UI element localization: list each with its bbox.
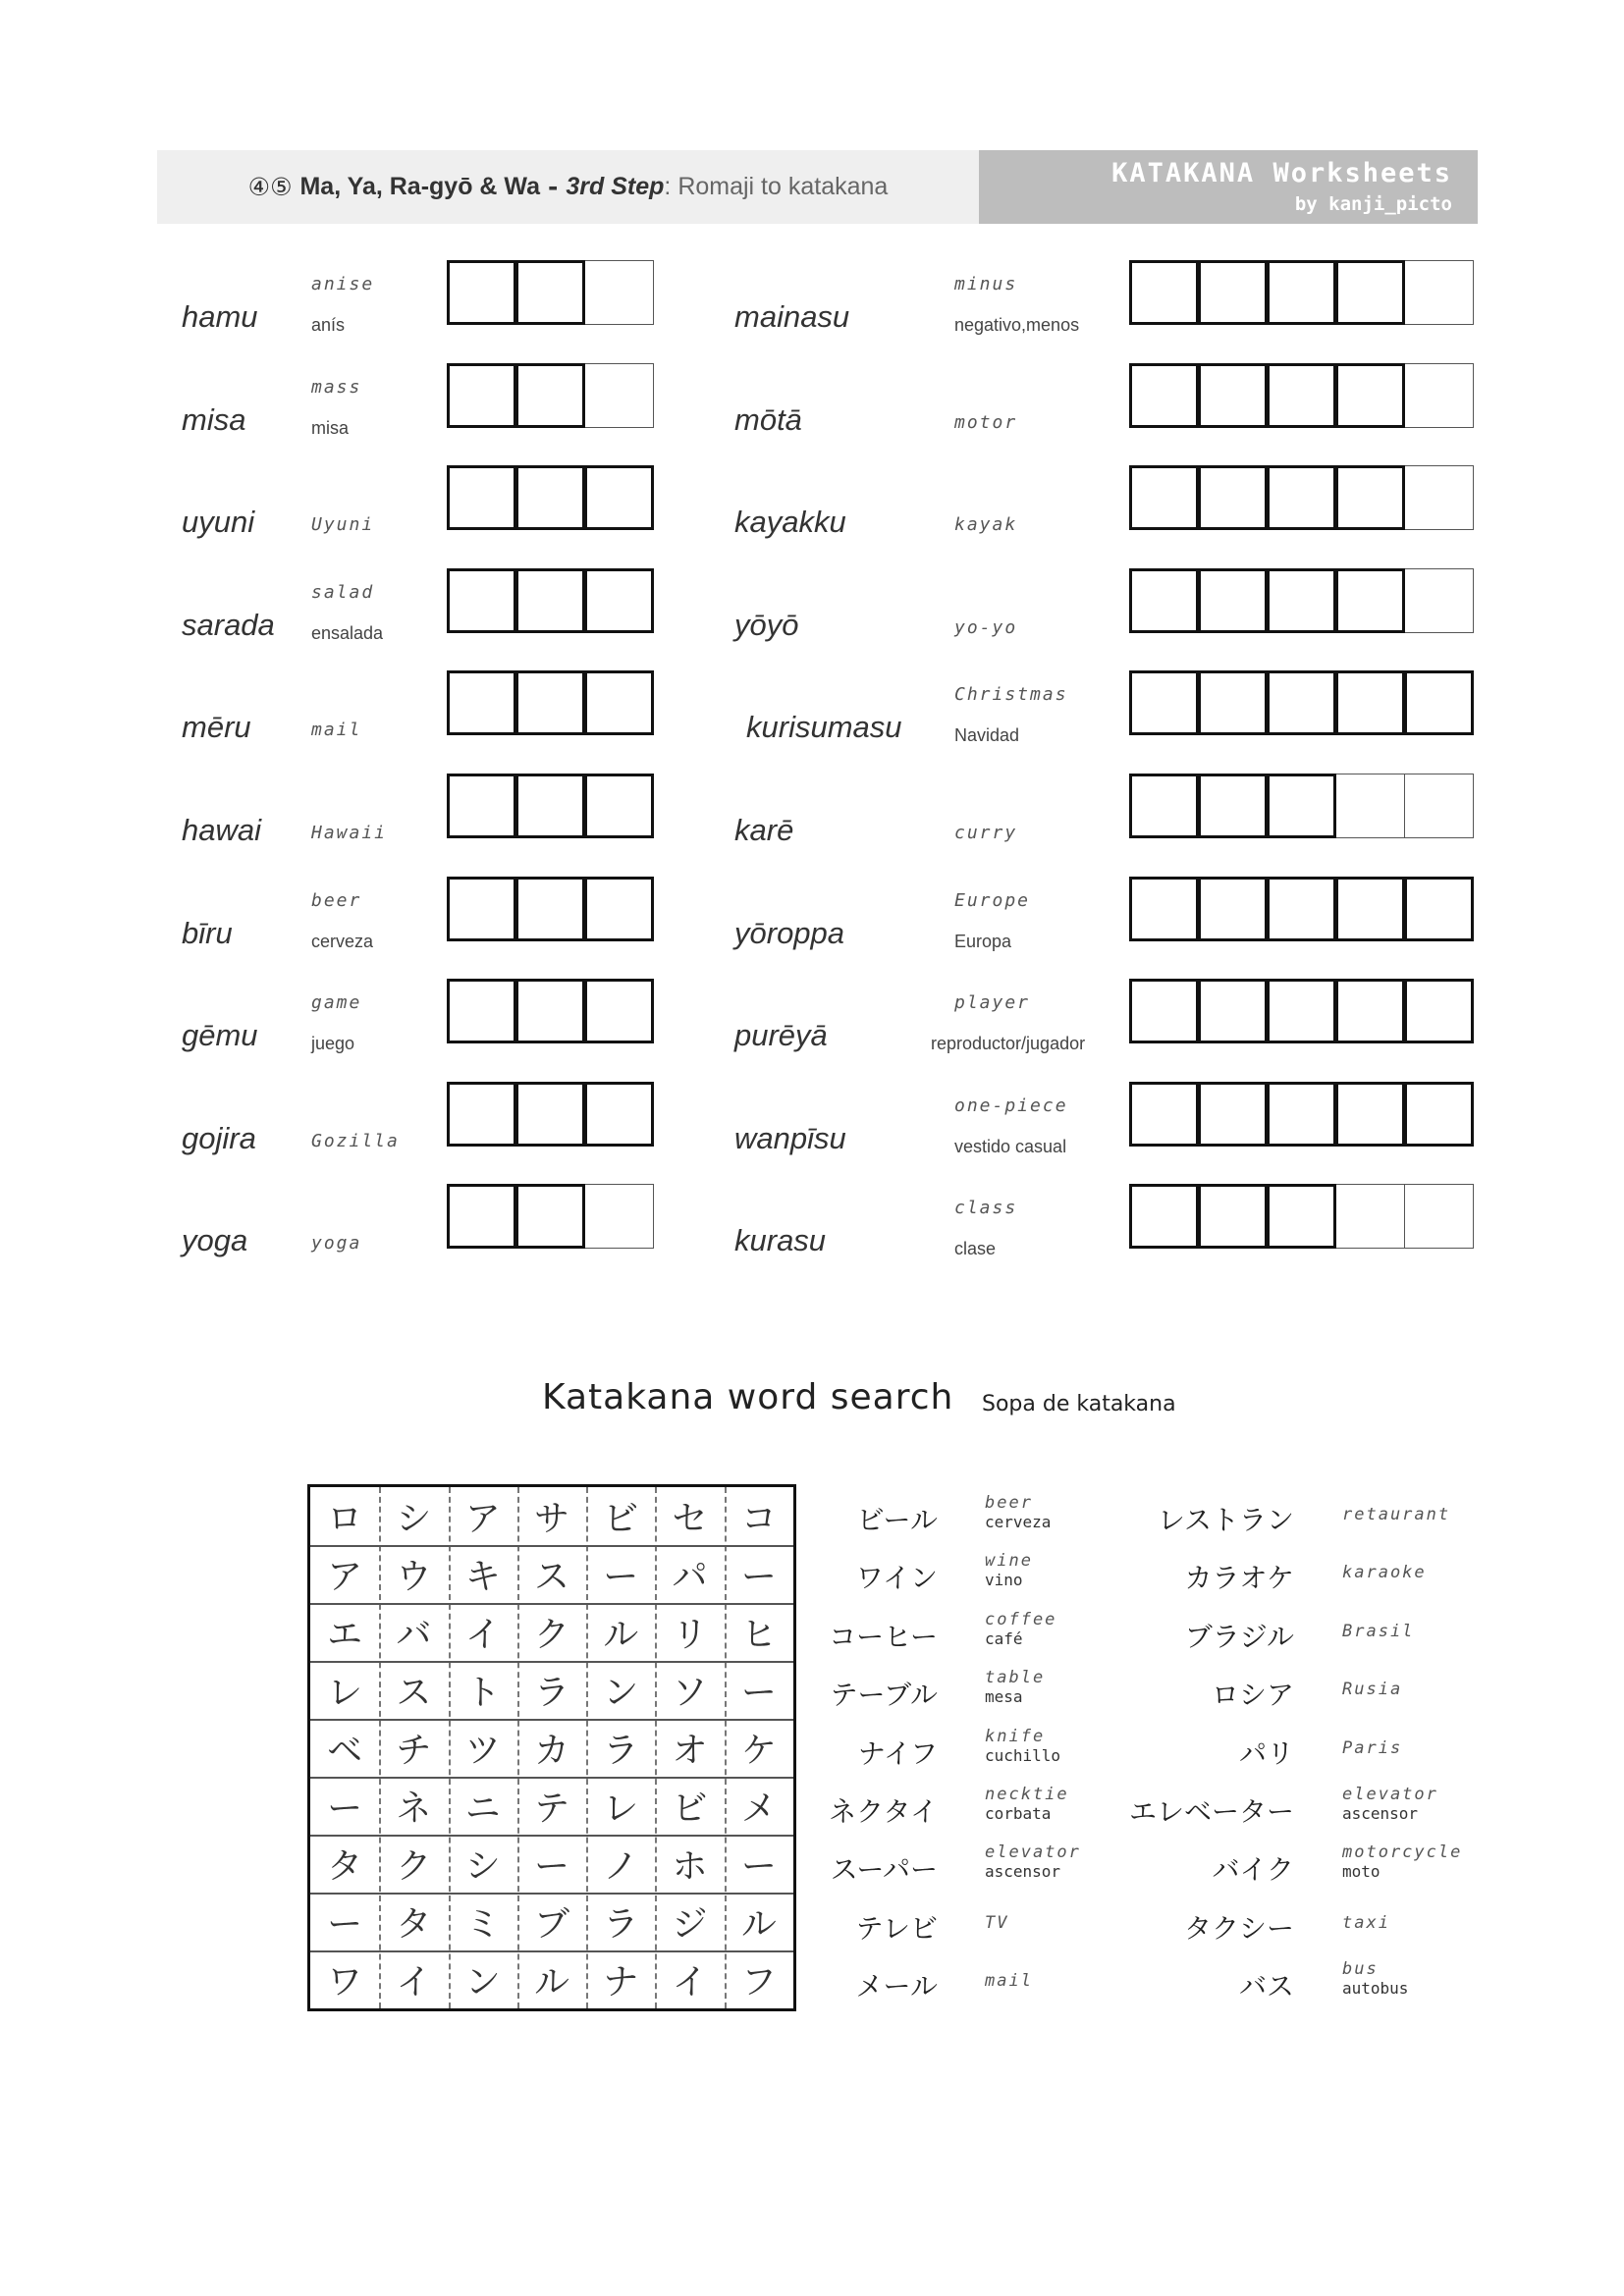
romaji-word: sarada: [182, 607, 275, 642]
answer-box[interactable]: [1335, 670, 1405, 735]
katakana-answer-boxes: [1129, 1082, 1474, 1147]
katakana-answer-boxes: [447, 1082, 654, 1147]
english-meaning: elevator: [985, 1842, 1081, 1863]
grid-letter[interactable]: イ: [672, 1962, 708, 2002]
word-search-subtitle: Sopa de katakana: [982, 1392, 1176, 1416]
answer-box[interactable]: [1404, 877, 1474, 941]
answer-box[interactable]: [1335, 877, 1405, 941]
english-meaning: kayak: [954, 514, 1018, 536]
answer-box[interactable]: [1267, 465, 1336, 530]
katakana-word: ロシア: [1211, 1679, 1294, 1712]
brand-title: KATAKANA Worksheets: [1111, 158, 1452, 188]
answer-box[interactable]: [447, 774, 516, 838]
grid-letter[interactable]: ブ: [533, 1904, 569, 1945]
spanish-meaning: cerveza: [311, 931, 374, 951]
english-meaning: class: [954, 1198, 1018, 1219]
answer-box[interactable]: [584, 979, 654, 1043]
answer-box[interactable]: [1267, 363, 1336, 428]
katakana-word: ブラジル: [1184, 1620, 1294, 1653]
english-meaning: Brasil: [1342, 1621, 1415, 1641]
grid-letter[interactable]: テ: [533, 1789, 569, 1829]
grid-letter[interactable]: ラ: [603, 1731, 639, 1771]
answer-box[interactable]: [1198, 1184, 1268, 1249]
spanish-meaning: mesa: [985, 1687, 1023, 1707]
grid-letter[interactable]: ア: [327, 1557, 363, 1597]
grid-letter[interactable]: ラ: [533, 1673, 569, 1713]
grid-letter[interactable]: ル: [533, 1962, 569, 2002]
grid-letter[interactable]: ワ: [327, 1962, 363, 2002]
grid-letter[interactable]: ソ: [672, 1673, 708, 1713]
english-meaning: Uyuni: [311, 514, 375, 536]
answer-box[interactable]: [1129, 363, 1199, 428]
grid-letter[interactable]: ー: [327, 1789, 363, 1829]
english-meaning: curry: [954, 823, 1018, 843]
romaji-word: yoga: [182, 1223, 248, 1258]
answer-box[interactable]: [515, 1184, 585, 1249]
grid-letter[interactable]: タ: [327, 1846, 363, 1887]
answer-box[interactable]: [584, 363, 654, 428]
english-meaning: motorcycle: [1342, 1842, 1463, 1863]
answer-box[interactable]: [515, 1082, 585, 1147]
answer-box[interactable]: [1129, 465, 1199, 530]
katakana-answer-boxes: [447, 465, 654, 530]
romaji-word: karē: [734, 813, 794, 847]
grid-letter[interactable]: ネ: [396, 1789, 432, 1829]
romaji-word: hawai: [182, 813, 261, 847]
answer-box[interactable]: [1404, 363, 1474, 428]
grid-letter[interactable]: ジ: [672, 1904, 708, 1945]
answer-box[interactable]: [515, 363, 585, 428]
romaji-word: misa: [182, 401, 246, 437]
english-meaning: knife: [985, 1726, 1046, 1746]
spanish-meaning: misa: [311, 417, 350, 438]
spanish-meaning: corbata: [985, 1804, 1052, 1823]
answer-box[interactable]: [515, 465, 585, 530]
english-meaning: coffee: [985, 1609, 1057, 1629]
katakana-word: バイク: [1212, 1853, 1294, 1887]
spanish-meaning: negativo,menos: [954, 315, 1080, 335]
katakana-answer-boxes: [1129, 568, 1474, 633]
grid-column-divider: [379, 1487, 381, 2008]
answer-box[interactable]: [447, 1082, 516, 1147]
grid-letter[interactable]: イ: [464, 1615, 501, 1655]
romaji-word: mōtā: [734, 401, 802, 437]
answer-box[interactable]: [1198, 568, 1268, 633]
grid-letter[interactable]: ク: [396, 1846, 432, 1887]
katakana-answer-boxes: [447, 363, 654, 428]
grid-letter[interactable]: ル: [740, 1904, 777, 1945]
katakana-word: テレビ: [855, 1911, 938, 1945]
answer-box[interactable]: [1198, 363, 1268, 428]
grid-letter[interactable]: ル: [603, 1615, 639, 1655]
grid-letter[interactable]: ロ: [327, 1499, 363, 1539]
katakana-word: メール: [855, 1970, 938, 2003]
brand-author: by kanji_picto: [1294, 193, 1452, 215]
answer-box[interactable]: [584, 568, 654, 633]
answer-box[interactable]: [1404, 670, 1474, 735]
grid-letter[interactable]: パ: [672, 1557, 708, 1597]
answer-box[interactable]: [584, 465, 654, 530]
answer-box[interactable]: [1129, 979, 1199, 1043]
grid-row-divider: [310, 1835, 793, 1837]
worksheet-header: [157, 150, 1478, 224]
english-meaning: mass: [311, 376, 362, 398]
brand-bar: [979, 150, 1478, 224]
header-dash: -: [548, 173, 559, 201]
grid-row-divider: [310, 1661, 793, 1663]
katakana-answer-boxes: [1129, 877, 1474, 941]
answer-box[interactable]: [584, 774, 654, 838]
english-meaning: player: [954, 992, 1031, 1014]
grid-letter[interactable]: セ: [672, 1499, 708, 1539]
romaji-word: bīru: [182, 915, 233, 950]
answer-box[interactable]: [515, 260, 585, 325]
romaji-word: purēyā: [734, 1018, 828, 1053]
grid-letter[interactable]: ア: [464, 1499, 501, 1539]
grid-letter[interactable]: ベ: [327, 1731, 363, 1771]
romaji-word: uyuni: [182, 505, 255, 540]
answer-box[interactable]: [1129, 774, 1199, 838]
header-title: Ma, Ya, Ra-gyō & Wa: [299, 173, 540, 200]
katakana-answer-boxes: [447, 260, 654, 325]
english-meaning: karaoke: [1342, 1563, 1427, 1583]
grid-letter[interactable]: ビ: [672, 1789, 708, 1829]
answer-box[interactable]: [1335, 1184, 1405, 1249]
grid-letter[interactable]: シ: [464, 1846, 501, 1887]
grid-row-divider: [310, 1777, 793, 1779]
romaji-word: kurisumasu: [746, 710, 902, 745]
grid-column-divider: [449, 1487, 451, 2008]
answer-box[interactable]: [1267, 260, 1336, 325]
grid-letter[interactable]: シ: [396, 1499, 432, 1539]
katakana-word: テーブル: [830, 1679, 938, 1712]
grid-letter[interactable]: レ: [327, 1673, 363, 1713]
grid-row-divider: [310, 1603, 793, 1605]
english-meaning: beer: [311, 889, 362, 911]
grid-letter[interactable]: ン: [603, 1673, 639, 1713]
answer-box[interactable]: [447, 465, 516, 530]
answer-box[interactable]: [1198, 774, 1268, 838]
grid-letter[interactable]: サ: [533, 1499, 569, 1539]
katakana-word: タクシー: [1183, 1911, 1294, 1945]
header-subtitle: : Romaji to katakana: [664, 173, 889, 200]
romaji-word: mainasu: [734, 299, 850, 334]
answer-box[interactable]: [1335, 979, 1405, 1043]
katakana-word: パリ: [1238, 1736, 1294, 1770]
grid-row-divider: [310, 1719, 793, 1721]
grid-row-divider: [310, 1545, 793, 1547]
grid-letter[interactable]: エ: [327, 1615, 363, 1655]
grid-letter[interactable]: チ: [396, 1731, 432, 1771]
answer-box[interactable]: [1267, 774, 1336, 838]
katakana-word: ビール: [856, 1504, 938, 1536]
spanish-meaning: vino: [985, 1571, 1023, 1590]
spanish-meaning: cerveza: [985, 1513, 1052, 1531]
spanish-meaning: café: [985, 1629, 1023, 1648]
answer-box[interactable]: [1267, 877, 1336, 941]
grid-letter[interactable]: ク: [533, 1615, 569, 1655]
english-meaning: game: [311, 992, 362, 1014]
header-title-bar: [157, 150, 979, 224]
grid-letter[interactable]: ホ: [672, 1846, 708, 1887]
english-meaning: mail: [311, 720, 362, 741]
grid-letter[interactable]: ミ: [464, 1904, 501, 1945]
spanish-meaning: Navidad: [954, 725, 1020, 746]
grid-letter[interactable]: バ: [396, 1615, 432, 1655]
katakana-answer-boxes: [1129, 774, 1474, 838]
grid-letter[interactable]: ヒ: [740, 1615, 777, 1655]
english-meaning: wine: [985, 1551, 1033, 1572]
katakana-answer-boxes: [1129, 1184, 1474, 1249]
answer-box[interactable]: [1335, 774, 1405, 838]
grid-column-divider: [586, 1487, 588, 2008]
grid-column-divider: [517, 1487, 519, 2008]
grid-letter[interactable]: イ: [396, 1962, 432, 2002]
answer-box[interactable]: [1404, 774, 1474, 838]
katakana-word: レストラン: [1157, 1504, 1294, 1536]
katakana-word: カラオケ: [1184, 1562, 1294, 1595]
answer-box[interactable]: [1129, 877, 1199, 941]
answer-box[interactable]: [1404, 1082, 1474, 1147]
katakana-word: エレベーター: [1128, 1795, 1294, 1828]
header-step: 3rd Step: [566, 173, 665, 200]
answer-box[interactable]: [515, 568, 585, 633]
katakana-word: コーヒー: [829, 1620, 938, 1653]
english-meaning: Rusia: [1342, 1680, 1403, 1700]
answer-box[interactable]: [447, 1184, 516, 1249]
answer-box[interactable]: [1129, 568, 1199, 633]
spanish-meaning: juego: [311, 1034, 355, 1054]
grid-letter[interactable]: タ: [396, 1904, 432, 1945]
group-numbers: ④⑤: [247, 173, 293, 201]
romaji-word: gojira: [182, 1120, 256, 1155]
answer-box[interactable]: [1404, 465, 1474, 530]
grid-letter[interactable]: ツ: [464, 1731, 501, 1771]
grid-column-divider: [655, 1487, 657, 2008]
answer-box[interactable]: [584, 877, 654, 941]
answer-box[interactable]: [1267, 1184, 1336, 1249]
grid-row-divider: [310, 1893, 793, 1895]
grid-letter[interactable]: メ: [740, 1789, 777, 1829]
romaji-word: gēmu: [182, 1018, 258, 1053]
katakana-answer-boxes: [447, 979, 654, 1043]
katakana-word: ワイン: [855, 1562, 938, 1595]
answer-box[interactable]: [1129, 1184, 1199, 1249]
grid-letter[interactable]: ー: [327, 1904, 363, 1945]
english-meaning: minus: [954, 274, 1018, 294]
grid-letter[interactable]: リ: [672, 1615, 708, 1655]
romaji-word: wanpīsu: [734, 1120, 846, 1155]
spanish-meaning: vestido casual: [954, 1136, 1067, 1156]
grid-letter[interactable]: ウ: [396, 1557, 432, 1597]
answer-box[interactable]: [584, 1184, 654, 1249]
english-meaning: yoga: [311, 1233, 362, 1255]
grid-letter[interactable]: ラ: [603, 1904, 639, 1945]
grid-letter[interactable]: ン: [464, 1962, 501, 2002]
grid-letter[interactable]: ニ: [464, 1789, 501, 1829]
romaji-word: kurasu: [734, 1223, 827, 1258]
answer-box[interactable]: [1335, 363, 1405, 428]
answer-box[interactable]: [515, 774, 585, 838]
answer-box[interactable]: [584, 1082, 654, 1147]
english-meaning: Christmas: [954, 684, 1068, 706]
katakana-answer-boxes: [1129, 363, 1474, 428]
spanish-meaning: autobus: [1342, 1979, 1409, 1999]
katakana-answer-boxes: [1129, 670, 1474, 735]
grid-letter[interactable]: ト: [464, 1673, 501, 1713]
grid-letter[interactable]: ー: [740, 1557, 777, 1597]
answer-box[interactable]: [1198, 979, 1268, 1043]
grid-letter[interactable]: レ: [603, 1789, 639, 1829]
english-meaning: bus: [1342, 1959, 1379, 1980]
english-meaning: salad: [311, 581, 375, 603]
grid-letter[interactable]: ス: [533, 1557, 569, 1597]
spanish-meaning: anís: [311, 315, 346, 335]
answer-box[interactable]: [1267, 670, 1336, 735]
katakana-answer-boxes: [1129, 979, 1474, 1043]
spanish-meaning: clase: [954, 1239, 997, 1259]
grid-letter[interactable]: コ: [740, 1499, 777, 1539]
romaji-word: kayakku: [734, 505, 846, 540]
katakana-answer-boxes: [1129, 260, 1474, 325]
grid-letter[interactable]: ー: [533, 1846, 569, 1887]
answer-box[interactable]: [1198, 260, 1268, 325]
spanish-meaning: reproductor/jugador: [931, 1034, 1086, 1054]
english-meaning: TV: [985, 1912, 1009, 1933]
grid-letter[interactable]: カ: [533, 1731, 569, 1771]
katakana-answer-boxes: [1129, 465, 1474, 530]
answer-box[interactable]: [1129, 1082, 1199, 1147]
grid-letter[interactable]: キ: [464, 1557, 501, 1597]
answer-box[interactable]: [515, 877, 585, 941]
romaji-word: hamu: [182, 299, 258, 334]
answer-box[interactable]: [1404, 979, 1474, 1043]
english-meaning: yo-yo: [954, 616, 1018, 638]
grid-letter[interactable]: オ: [672, 1731, 708, 1771]
grid-letter[interactable]: ノ: [603, 1846, 639, 1887]
katakana-answer-boxes: [447, 670, 654, 735]
katakana-word: ナイフ: [857, 1736, 938, 1770]
answer-box[interactable]: [1267, 568, 1336, 633]
grid-letter[interactable]: ナ: [603, 1962, 639, 2002]
answer-box[interactable]: [1129, 670, 1199, 735]
english-meaning: one-piece: [954, 1095, 1068, 1116]
english-meaning: motor: [954, 411, 1018, 433]
katakana-answer-boxes: [447, 568, 654, 633]
english-meaning: Hawaii: [311, 823, 388, 843]
answer-box[interactable]: [447, 363, 516, 428]
grid-letter[interactable]: ー: [740, 1846, 777, 1887]
grid-letter[interactable]: ー: [740, 1673, 777, 1713]
answer-box[interactable]: [1335, 1082, 1405, 1147]
answer-box[interactable]: [1198, 877, 1268, 941]
answer-box[interactable]: [1198, 670, 1268, 735]
answer-box[interactable]: [515, 670, 585, 735]
katakana-word: スーパー: [830, 1853, 938, 1887]
spanish-meaning: moto: [1342, 1862, 1380, 1882]
katakana-answer-boxes: [447, 774, 654, 838]
english-meaning: necktie: [985, 1785, 1069, 1804]
answer-box[interactable]: [515, 979, 585, 1043]
answer-box[interactable]: [1198, 1082, 1268, 1147]
spanish-meaning: cuchillo: [985, 1745, 1061, 1765]
answer-box[interactable]: [1404, 260, 1474, 325]
grid-letter[interactable]: ー: [603, 1557, 639, 1597]
answer-box[interactable]: [447, 877, 516, 941]
english-meaning: Europe: [954, 889, 1031, 911]
answer-box[interactable]: [1267, 979, 1336, 1043]
english-meaning: taxi: [1342, 1912, 1390, 1933]
grid-row-divider: [310, 1950, 793, 1952]
grid-letter[interactable]: ケ: [740, 1731, 777, 1771]
english-meaning: table: [985, 1668, 1046, 1688]
spanish-meaning: ascensor: [985, 1862, 1061, 1882]
english-meaning: elevator: [1342, 1785, 1438, 1804]
spanish-meaning: Europa: [954, 931, 1012, 951]
romaji-word: yōyō: [734, 607, 799, 642]
katakana-answer-boxes: [447, 877, 654, 941]
english-meaning: retaurant: [1342, 1505, 1451, 1524]
answer-box[interactable]: [584, 260, 654, 325]
answer-box[interactable]: [584, 670, 654, 735]
english-meaning: beer: [985, 1493, 1033, 1513]
word-search-grid: [307, 1484, 796, 2011]
spanish-meaning: ascensor: [1342, 1804, 1419, 1823]
romaji-word: mēru: [182, 710, 251, 745]
answer-box[interactable]: [1335, 568, 1405, 633]
grid-letter[interactable]: ビ: [603, 1499, 639, 1539]
answer-box[interactable]: [1198, 465, 1268, 530]
answer-box[interactable]: [447, 568, 516, 633]
answer-box[interactable]: [1335, 465, 1405, 530]
answer-box[interactable]: [1129, 260, 1199, 325]
katakana-word: バス: [1238, 1970, 1294, 2003]
spanish-meaning: ensalada: [311, 622, 384, 643]
answer-box[interactable]: [447, 979, 516, 1043]
katakana-answer-boxes: [447, 1184, 654, 1249]
answer-box[interactable]: [1335, 260, 1405, 325]
english-meaning: mail: [985, 1971, 1033, 1992]
grid-letter[interactable]: ス: [396, 1673, 432, 1713]
romaji-word: yōroppa: [734, 915, 845, 950]
katakana-word: ネクタイ: [829, 1795, 938, 1828]
answer-box[interactable]: [1404, 1184, 1474, 1249]
answer-box[interactable]: [447, 260, 516, 325]
answer-box[interactable]: [1404, 568, 1474, 633]
english-meaning: Paris: [1342, 1737, 1403, 1758]
grid-column-divider: [725, 1487, 727, 2008]
answer-box[interactable]: [447, 670, 516, 735]
english-meaning: Gozilla: [311, 1130, 400, 1151]
grid-letter[interactable]: フ: [740, 1962, 777, 2002]
answer-box[interactable]: [1267, 1082, 1336, 1147]
word-search-title: Katakana word search: [542, 1377, 954, 1417]
english-meaning: anise: [311, 274, 375, 294]
